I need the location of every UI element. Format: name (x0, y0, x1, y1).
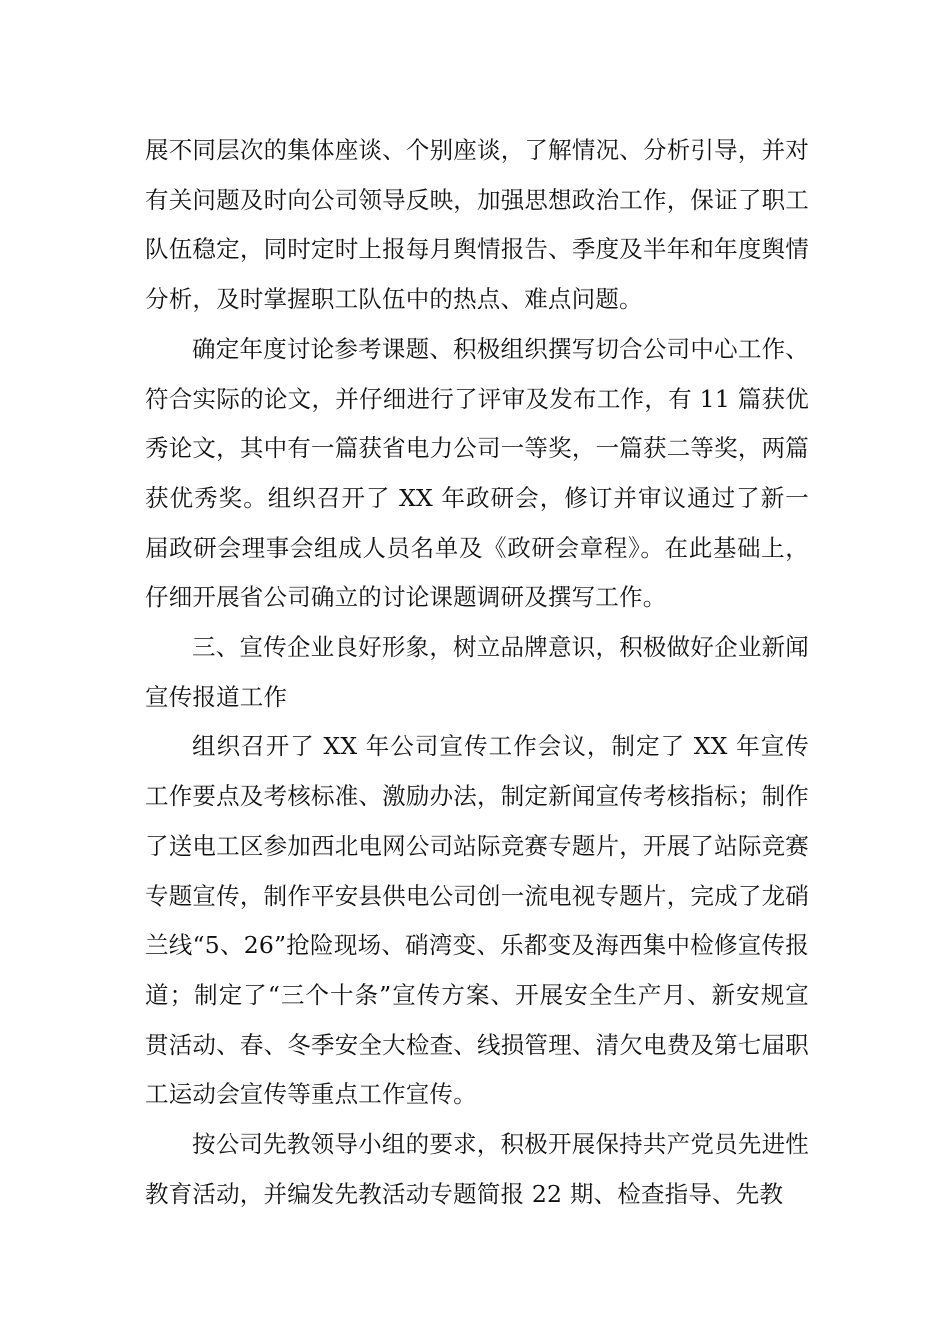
section-heading-publicity: 三、宣传企业良好形象，树立品牌意识，积极做好企业新闻宣传报道工作 (145, 633, 809, 711)
paragraph-continuation: 展不同层次的集体座谈、个别座谈，了解情况、分析引导，并对有关问题及时向公司领导反映，加强思想政治工作，保证了职工队伍稳定，同时定时上报每月舆情报告、季度及半年和年度舆情分析，及时掌握职工队伍中的热点、难点问题。 (145, 136, 809, 314)
paragraph-publicity-work: 组织召开了 XX 年公司宣传工作会议，制定了 XX 年宣传工作要点及考核标准、激励办法，制定新闻宣传考核指标；制作了送电工区参加西北电网公司站际竞赛专题片，开展了站际竞赛专题宣传，制作平安县供电公司创一流电视专题片，完成了龙硝兰线“5、26”抢险现场、硝湾变、乐都变及海西集中检修宣传报道；制定了“三个十条”宣传方案、开展安全生产月、新安规宣贯活动、春、冬季安全大检查、线损管理、清欠电费及第七届职工运动会宣传等重点工作宣传。 (145, 732, 809, 1109)
paragraph-education-activity: 按公司先教领导小组的要求，积极开展保持共产党员先进性教育活动，并编发先教活动专题简报 22 期、检查指导、先教 (145, 1130, 809, 1208)
paragraph-research-topics: 确定年度讨论参考课题、积极组织撰写切合公司中心工作、符合实际的论文，并仔细进行了评审及发布工作，有 11 篇获优秀论文，其中有一篇获省电力公司一等奖，一篇获二等奖，两篇获优秀奖。组织召开了 XX 年政研会，修订并审议通过了新一届政研会理事会组成人员名单及《政研会章程》。在此基础上，仔细开展省公司确立的讨论课题调研及撰写工作。 (145, 334, 809, 612)
document-body (145, 126, 809, 1219)
